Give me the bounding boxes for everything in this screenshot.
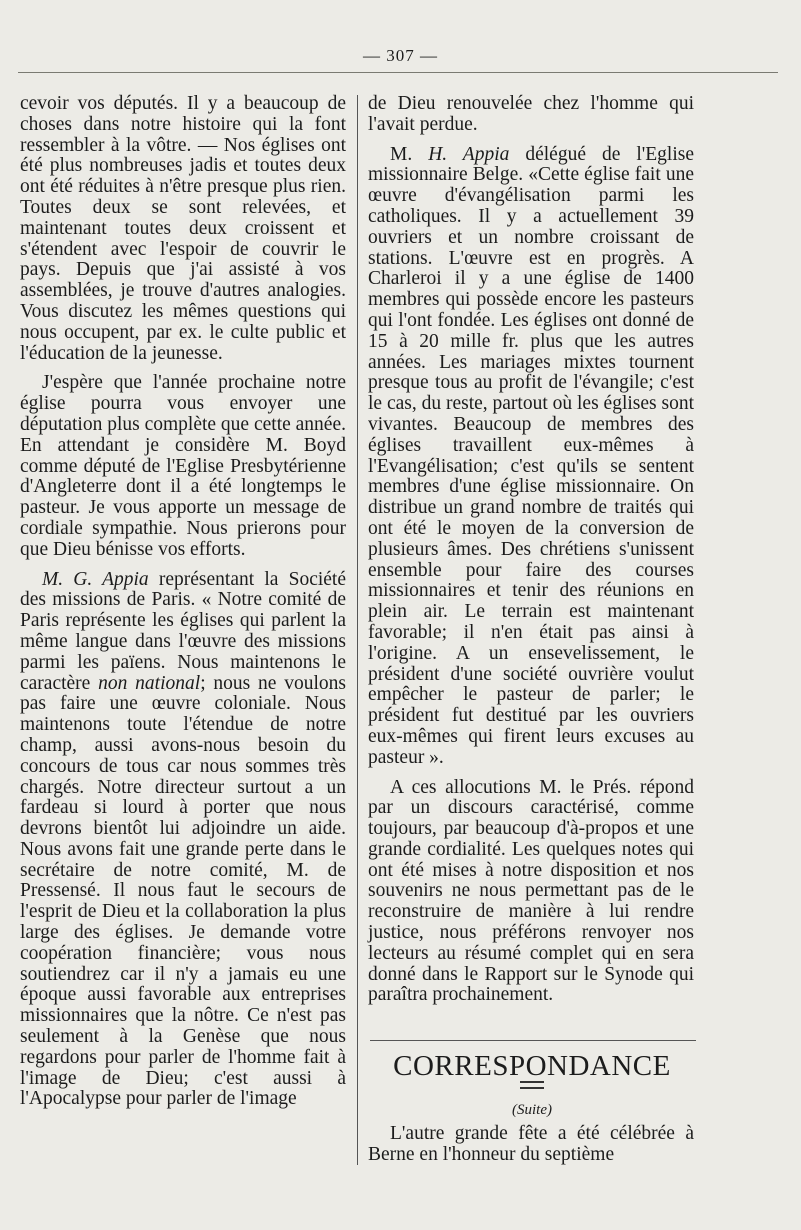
paragraph: A ces allocutions M. le Prés. répond par un discours caractérisé, comme toujours, par beaucoup d'à-propos et une grande cordialité. Les quelques notes qui ont été mises à notre disposition et nos souvenirs ne nous permettant pas de le reconstruire de manière à lui rendre justice, nous préférons renvoyer nos lecteurs au résumé complet qui en sera donné dans le Rapport sur le Synode qui paraîtra prochainement.	[368, 776, 694, 1006]
paragraph	[368, 145, 694, 769]
paragraph	[20, 570, 346, 1111]
speaker-name: M. G. Appia	[42, 568, 149, 590]
section-rule	[370, 1040, 696, 1041]
paragraph-text: représentant la Société des missions de Paris. « Notre comité de Paris représente les églises qui parlent la même langue dans l'œuvre des missions parmi les païens. Nous maintenons le caractère	[20, 568, 346, 694]
right-column	[368, 94, 694, 1006]
section-title: CORRESPONDANCE	[393, 1050, 671, 1082]
page-number: — 307 —	[363, 46, 438, 65]
emphasis-text: non national	[98, 672, 201, 694]
paragraph: cevoir vos députés. Il y a beaucoup de choses dans notre histoire qui la font ressembler à la vôtre. — Nos églises ont été plus nombreuses jadis et toutes deux ont été réduites à n'être presque plus rien. Toutes deux se sont relevées, et maintenant toutes deux croissent et s'étendent avec l'espoir de couvrir le pays. Depuis que j'ai assisté à vos assemblées, je trouve d'autres analogies. Vous discutez les mêmes questions qui nous occupent, par ex. le culte public et l'éducation de la jeunesse.	[20, 93, 346, 364]
paragraph: J'espère que l'année prochaine notre église pourra vous envoyer une députation plus complète que cette année. En attendant je considère M. Boyd comme député de l'Eglise Presbytérienne d'Angleterre dont il a été longtemps le pasteur. Je vous apporte un message de cordiale sympathie. Nous prierons pour que Dieu bénisse vos efforts.	[20, 372, 346, 560]
title-ornament	[520, 1081, 544, 1093]
speaker-name: H. Appia	[428, 143, 510, 165]
paragraph-text: délégué de l'Eglise missionnaire Belge. «Cette église fait une œuvre d'évangélisation parmi les catholiques. Il y a actuellement 39 ouvriers et un nombre croissant de stations. L'œuvre est en progrès. A Charleroi il y a une église de 1400 membres qui possède encore les pasteurs qui l'ont fondée. Les églises ont donné de 15 à 20 mille fr. plus que les autres années. Les mariages mixtes tournent presque tous au profit de l'évangile; c'est le cas, du reste, partout où les églises sont vivantes. Beaucoup de membres des églises travaillent eux-mêmes à l'Evangélisation; c'est qu'ils se sentent membres d'une église missionnaire. On distribue un grand nombre de traités qui ont été le moyen de la conversion de plusieurs âmes. Des chrétiens s'unissent ensemble pour faire des courses missionnaires et tenir des réunions en plein air. Le terrain est maintenant favorable; il n'en était pas ainsi à l'origine. A un ensevelissement, le président d'une société ouvrière voulut empêcher le pasteur de parler; le président fut destitué par les ouvriers eux-mêmes qui firent leurs excuses au pasteur ».	[368, 143, 695, 768]
paragraph-text: M.	[390, 143, 429, 165]
paragraph: L'autre grande fête a été célébrée à Berne en l'honneur du septième	[368, 1123, 694, 1165]
correspondance-text	[368, 1124, 694, 1166]
left-column	[20, 94, 346, 1110]
paragraph-text: ; nous ne voulons pas faire une œuvre coloniale. Nous maintenons toute l'étendue de notre champ, aussi avons-nous besoin du concours de tous car nous sommes très chargés. Notre directeur surtout a un fardeau si lourd à porter que nous devrons bientôt lui adjoindre un aide. Nous avons fait une grande perte dans le secrétaire de notre comité, M. de Pressensé. Il nous faut le secours de l'esprit de Dieu et la collaboration la plus large des églises. Je demande votre coopération financière; vous nous soutiendrez car il n'y a jamais eu une époque aussi favorable aux entreprises missionnaires que la nôtre. Ce n'est pas seulement à la Genèse que nous regardons pour parler de l'homme fait à l'image de Dieu; c'est aussi à l'Apocalypse pour parler de l'image	[20, 672, 347, 1110]
column-divider	[357, 95, 358, 1165]
paragraph: de Dieu renouvelée chez l'homme qui l'avait perdue.	[368, 93, 694, 135]
section-subtitle: (Suite)	[512, 1102, 552, 1118]
header-rule	[18, 72, 778, 73]
